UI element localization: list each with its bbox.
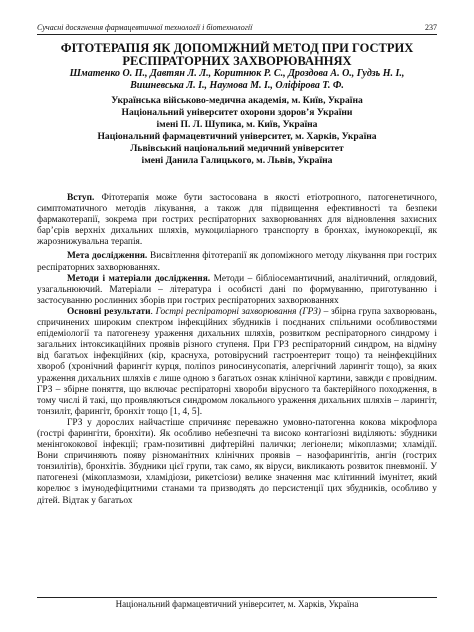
author-list: Шматенко О. П., Давтян Л. Л., Коритнюк Р. С., Дроздова А. О., Гудзь Н. І., Вишневська Л. І., Наумова М. І., Оліфірова Т. Ф. [69,68,405,91]
aim-text: Висвітлення фітотерапії як допоміжного методу лікування при гострих респіраторних захворюваннях. [37,251,437,273]
article-title: ФІТОТЕРАПІЯ ЯК ДОПОМІЖНИЙ МЕТОД ПРИ ГОСТРИХ РЕСПІРАТОРНИХ ЗАХВОРЮВАННЯХ [60,41,414,68]
intro-label: Вступ. [67,193,95,203]
aim-paragraph [37,251,437,273]
affiliation-line: Національний університет охорони здоров’я України [121,107,353,118]
aim-label: Мета дослідження. [67,251,148,262]
results-label: Основні результати [67,306,151,317]
journal-title: Сучасні досягнення фармацевтичної технології і біотехнології [37,23,253,32]
page-number: 237 [425,23,437,32]
running-header [37,23,437,35]
intro-paragraph [37,193,437,248]
methods-text: Методи – бібліосемантичний, аналітичний, оглядовий, узагальнюючий. Матеріали – література і особисті дані по формуванню, приготуванню і застосуванню рослинних зборів при гострих респіраторних захворюваннях [37,273,437,306]
affiliations [37,95,437,167]
results-dot: . [150,306,156,317]
affiliation-line: Українська військово-медична академія, м. Київ, Україна [111,95,363,106]
results-term: Гострі респіраторні захворювання (ГРЗ) [155,306,321,317]
methods-paragraph [37,274,437,307]
intro-text: Фітотерапія може бути застосована в якості етіотропного, патогенетичного, симптоматичного методів лікування, а також для підвищення ефективності та безпеки фармакотерапії, зокрема при гострих респіраторних захворюваннях для відновлення захисних бар’єрів верхніх дихальних шляхів, мукоциліарного транспорту в бронхах, імунокорекції, як жарознижувальна терапія. [37,193,437,248]
affiliation-line: Національний фармацевтичний університет, м. Харків, Україна [97,131,377,142]
affiliation-line: Львівський національний медичний університет [130,143,344,154]
results-text: – збірна група захворювань, спричинених широким спектром інфекційних збудників і поєднаних спільними особливостями епідеміології та патогенезу ураження дихальних шляхів, розвитком респіраторного синдрому і загальних інтоксикаційних проявів різного ступеня. При ГРЗ респіраторний синдром, на відміну від багатьох інфекційних (кір, краснуха, ротовірусний гастроентерит тощо) та неінфекційних хвороб (хронічний фарингіт курця, поліпоз риносинусопатія, алергічний ларингіт тощо), за яких ураження дихальних шляхів є лише одною з багатьох ознак клінічної картини, завжди є провідним. ГРЗ – збірне поняття, що включає респіраторні хвороби вірусного та бактерійного походження, в тому числі й такі, що проявляються синдромом локального ураження дихальних шляхів – ларингіт, тонзиліт, фарингіт, бронхіт тощо [1, 4, 5]. [37,306,437,417]
results-paragraph [37,307,437,418]
article-body [37,193,437,507]
affiliation-line: імені Данила Галицького, м. Львів, Україна [141,155,333,166]
etiology-paragraph: ГРЗ у дорослих найчастіше спричиняє переважно умовно-патогенна кокова мікрофлора (гострі фарингіти, бронхіти). Як особливо небезпечні та високо контагіозні виділяють: збудники менінгококової інфекції; грам-позитивні дифтерійні палички; легіонели; мікоплазми; хламідії. Вони спричиняють появу різноманітних клінічних проявів – назофарингітів, ангін (гострих тонзилітів), бронхітів. Збудники цієї групи, так само, як віруси, викликають розвиток пневмонії. У патогенезі (мікоплазмози, хламідіози, рикетсіози) велике значення має клітинний імунітет, який корелює з імунодефіцитними станами та призводять до персистенції цих збудників, особливо у дітей. Відтак у багатьох [37,417,437,506]
affiliation-line: імені П. Л. Шупика, м. Київ, Україна [156,119,318,130]
running-footer: Національний фармацевтичний університет, м. Харків, Україна [37,597,437,610]
methods-label: Методи і матеріали дослідження. [67,273,211,284]
